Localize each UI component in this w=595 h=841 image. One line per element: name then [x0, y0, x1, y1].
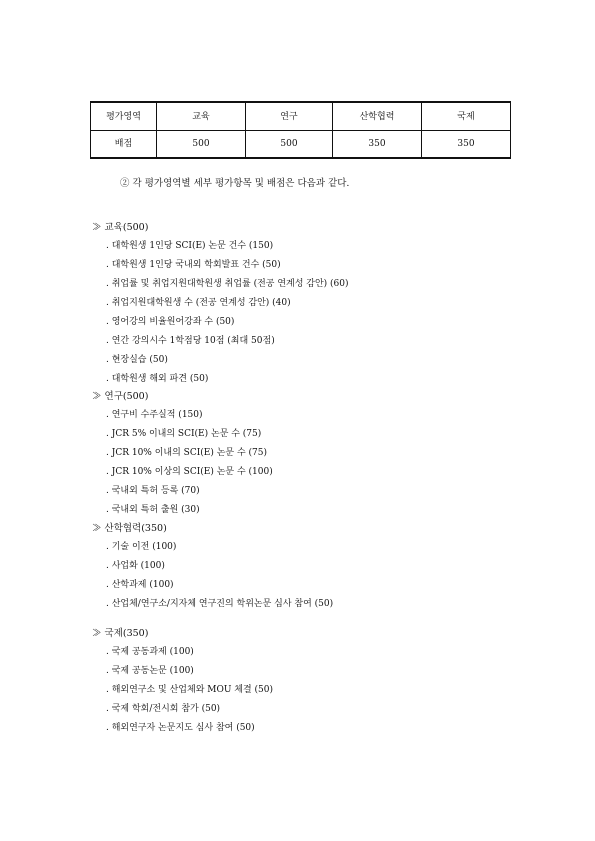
list-item: . 연간 강의시수 1학점당 10점 (최대 50점): [106, 336, 275, 346]
section-title: ≫ 산학협력(350): [92, 523, 167, 534]
list-item: . 사업화 (100): [106, 561, 165, 571]
list-item: . 대학원생 1인당 국내외 학회발표 건수 (50): [106, 260, 281, 270]
list-item: . 대학원생 해외 파견 (50): [106, 374, 209, 384]
table-header-cell: 평가영역: [91, 102, 157, 131]
list-item: . 취업률 및 취업지원대학원생 취업률 (전공 연계성 감안) (60): [106, 279, 349, 289]
section-title: ≫ 연구(500): [92, 391, 149, 402]
list-item: . 국제 공동논문 (100): [106, 666, 194, 676]
list-item: . 영어강의 비율원어강좌 수 (50): [106, 317, 235, 327]
table-header-cell: 연구: [246, 102, 333, 131]
list-item: . 현장실습 (50): [106, 355, 168, 365]
table-cell: 500: [246, 131, 333, 159]
list-item: . 국내외 특허 출원 (30): [106, 505, 200, 515]
list-item: . 국제 공동과제 (100): [106, 647, 194, 657]
list-item: . JCR 10% 이상의 SCI(E) 논문 수 (100): [106, 467, 273, 477]
table-row: [91, 131, 511, 159]
list-item: . JCR 10% 이내의 SCI(E) 논문 수 (75): [106, 448, 267, 458]
table-header-cell: 국제: [422, 102, 511, 131]
table-cell: 500: [157, 131, 246, 159]
list-item: . 취업지원대학원생 수 (전공 연계성 감안) (40): [106, 298, 291, 308]
table-cell: 350: [333, 131, 422, 159]
table-cell: 350: [422, 131, 511, 159]
list-item: . 해외연구자 논문지도 심사 참여 (50): [106, 723, 255, 733]
table-header-cell: 산학협력: [333, 102, 422, 131]
table-header-cell: 교육: [157, 102, 246, 131]
table-header-row: [91, 102, 511, 131]
list-item: . 산학과제 (100): [106, 580, 174, 590]
list-item: . 기술 이전 (100): [106, 542, 177, 552]
note-text: ② 각 평가영역별 세부 평가항목 및 배점은 다음과 같다.: [120, 178, 350, 189]
section-research: [92, 387, 532, 520]
list-item: . 국제 학회/전시회 참가 (50): [106, 704, 221, 714]
list-item: . JCR 5% 이내의 SCI(E) 논문 수 (75): [106, 429, 262, 439]
list-item: . 연구비 수주실적 (150): [106, 410, 203, 420]
list-item: . 대학원생 1인당 SCI(E) 논문 건수 (150): [106, 241, 274, 251]
table-cell: 배점: [91, 131, 157, 159]
list-item: . 해외연구소 및 산업체와 MOU 체결 (50): [106, 685, 274, 695]
section-title: ≫ 교육(500): [92, 222, 149, 233]
list-item: . 국내외 특허 등록 (70): [106, 486, 200, 496]
section-education: [92, 218, 532, 389]
score-table: [90, 101, 511, 159]
list-item: . 산업체/연구소/지자체 연구진의 학위논문 심사 참여 (50): [106, 599, 334, 609]
section-title: ≫ 국제(350): [92, 628, 149, 639]
section-international: [92, 624, 532, 738]
section-industry-cooperation: [92, 519, 532, 614]
